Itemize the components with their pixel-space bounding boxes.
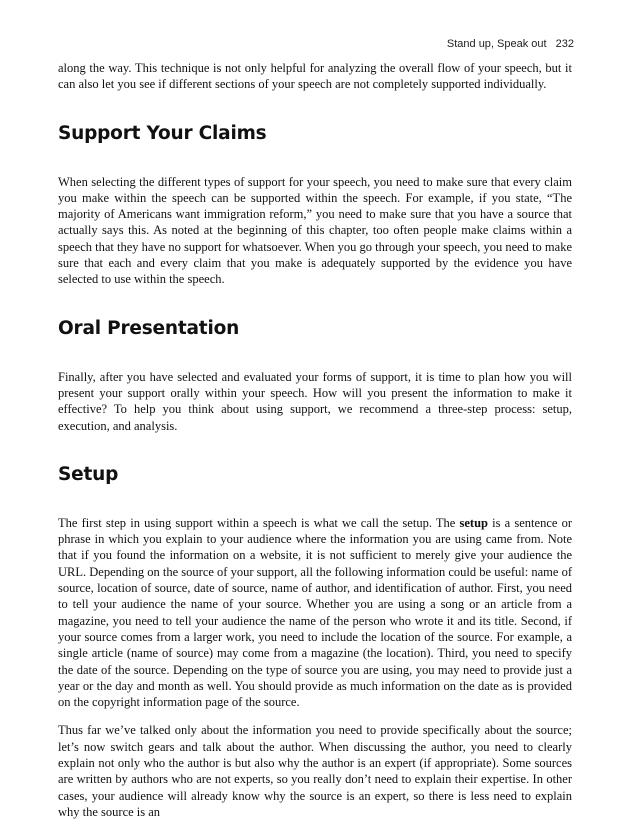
section-heading-setup: Setup	[58, 463, 119, 485]
section-heading-oral-presentation: Oral Presentation	[58, 317, 240, 339]
page-number: 232	[555, 38, 574, 50]
intro-paragraph: along the way. This technique is not only helpful for analyzing the overall flow of your speech, but it can also let you see if different sections of your speech are not completely supported individually.	[58, 61, 572, 92]
support-claims-paragraph: When selecting the different types of support for your speech, you need to make sure that every claim you make within the speech can be supported within the speech. For example, if you state, “The majority of Americans want immigration reform,” you need to make sure that you have a source that actually says this. As noted at the beginning of this chapter, too often people make claims within a speech that they have no support for whatsoever. When you go through your speech, you need to make sure that each and every claim that you make is adequately supported by the evidence you have selected to use within the speech.	[58, 174, 572, 287]
oral-presentation-paragraph: Finally, after you have selected and evaluated your forms of support, it is time to plan how you will present your support orally within your speech. How will you present the information to make it effective? To help you think about using support, we recommend a three-step process: setup, execution, and analysis.	[58, 369, 572, 433]
section-heading-support-your-claims: Support Your Claims	[58, 122, 267, 144]
setup-term: setup	[459, 515, 488, 530]
setup-paragraph-1-before: The first step in using support within a speech is what we call the setup. The	[58, 515, 460, 530]
setup-paragraph-2: Thus far we’ve talked only about the information you need to provide specifically about the source; let’s now switch gears and talk about the author. When discussing the author, you need to clearly explain not only who the author is but also why the author is an expert (if appropriate). Some sources are written by authors who are not experts, so you really don’t need to explain their expertise. In other cases, your audience will already know why the source is an expert, so there is less need to explain why the source is an	[58, 723, 572, 819]
setup-paragraph-1-after: is a sentence or phrase in which you explain to your audience where the information you are using came from. Note that if you found the information on a website, it is not sufficient to merely give your audience the URL. Depending on the source of your support, all the following information could be useful: name of source, location of source, date of source, name of author, and identification of author. First, you need to tell your audience the name of your source. Whether you are using a song or an article from a magazine, you need to tell your audience the name of the person who wrote it and its title. Second, if your source comes from a larger work, you need to include the location of the source. For example, a single article (name of source) may come from a magazine (the location). Third, you need to specify the date of the source. Depending on the type of source you are using, you may need to provide just a year or the day and month as well. You should provide as much information on the date as is provided on the copyright information page of the source.	[58, 515, 572, 710]
book-title: Stand up, Speak out	[446, 38, 547, 50]
setup-paragraph-1	[58, 515, 572, 711]
page-content	[58, 60, 572, 820]
running-header	[447, 38, 574, 50]
